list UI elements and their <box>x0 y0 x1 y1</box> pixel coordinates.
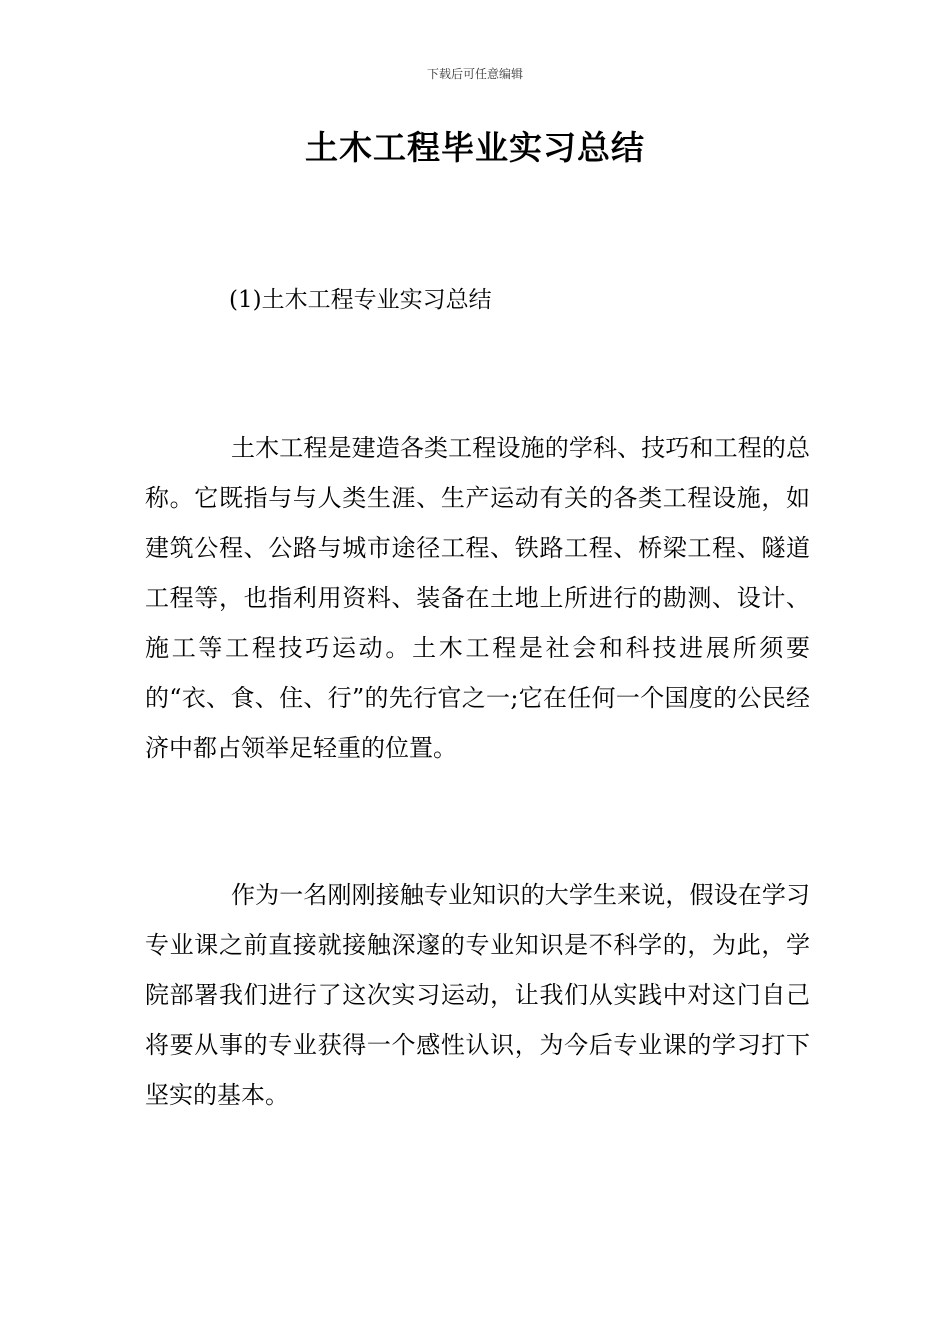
body-paragraph-2: 作为一名刚刚接触专业知识的大学生来说，假设在学习专业课之前直接就接触深邃的专业知识是不科学的，为此，学院部署我们进行了这次实习运动，让我们从实践中对这门自己将要从事的专业获得一个感性认识，为今后专业课的学习打下坚实的基本。 <box>145 881 810 1109</box>
section-subheading: (1)土木工程专业实习总结 <box>229 287 492 313</box>
header-note: 下载后可任意编辑 <box>426 67 523 81</box>
body-paragraph-1: 土木工程是建造各类工程设施的学科、技巧和工程的总称。它既指与与人类生涯、生产运动有关的各类工程设施，如建筑公程、公路与城市途径工程、铁路工程、桥梁工程、隧道工程等，也指利用资料、装备在土地上所进行的勘测、设计、施工等工程技巧运动。土木工程是社会和科技进展所须要的“衣、食、住、行”的先行官之一;它在任何一个国度的公民经济中都占领举足轻重的位置。 <box>145 434 810 762</box>
document-title: 土木工程毕业实习总结 <box>305 128 645 167</box>
